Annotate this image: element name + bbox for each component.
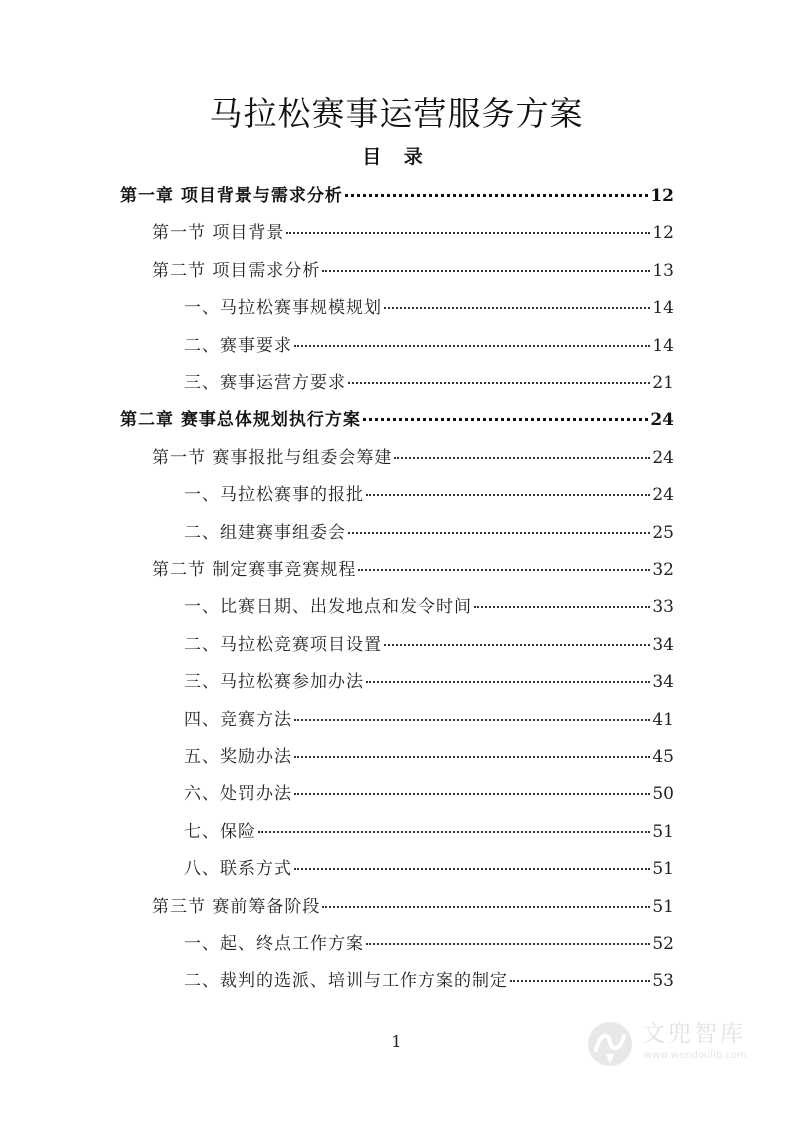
watermark (586, 1018, 756, 1070)
toc-subsection-entry[interactable] (184, 368, 674, 398)
toc-subsection-entry[interactable] (184, 966, 674, 996)
toc-subsection-entry[interactable] (184, 630, 674, 660)
toc-subsection-entry[interactable] (184, 518, 674, 548)
toc-dot-leader (358, 569, 650, 571)
toc-entry-page-number: 51 (652, 821, 674, 842)
toc-entry-label: 第二节 项目需求分析 (152, 260, 321, 281)
toc-dot-leader (510, 980, 650, 982)
toc-entry-label: 八、联系方式 (184, 859, 292, 880)
toc-chapter-entry[interactable] (120, 405, 674, 435)
toc-dot-leader (286, 232, 650, 234)
toc-entry-label: 三、马拉松赛参加办法 (184, 672, 364, 693)
toc-entry-label: 七、保险 (184, 821, 256, 842)
toc-entry-label: 三、赛事运营方要求 (184, 373, 346, 393)
toc-entry-label: 五、奖励办法 (184, 747, 292, 767)
toc-dot-leader (322, 270, 650, 272)
toc-subsection-entry[interactable] (184, 667, 674, 697)
toc-dot-leader (345, 194, 648, 197)
toc-subsection-entry[interactable] (184, 592, 674, 622)
toc-entry-page-number: 51 (652, 896, 674, 917)
toc-entry-page-number: 24 (652, 447, 674, 468)
toc-entry-page-number: 53 (652, 971, 674, 992)
toc-entry-label: 一、马拉松赛事的报批 (184, 485, 364, 506)
document-title: 马拉松赛事运营服务方案 (209, 94, 584, 133)
toc-subsection-entry[interactable] (184, 705, 674, 735)
toc-entry-label: 二、组建赛事组委会 (184, 522, 346, 543)
toc-entry-label: 一、马拉松赛事规模规划 (184, 298, 382, 319)
toc-dot-leader (294, 756, 650, 758)
toc-section-entry[interactable] (152, 555, 674, 585)
watermark-url: www.wendoulib.com (644, 1050, 747, 1061)
toc-entry-page-number: 14 (652, 335, 674, 356)
toc-dot-leader (294, 719, 650, 721)
toc-entry-page-number: 41 (652, 709, 674, 730)
toc-entry-label: 二、裁判的选派、培训与工作方案的制定 (184, 971, 508, 992)
toc-entry-page-number: 14 (652, 298, 674, 319)
toc-entry-label: 六、处罚办法 (184, 784, 292, 805)
toc-dot-leader (294, 793, 650, 795)
toc-dot-leader (366, 681, 650, 683)
toc-entry-page-number: 24 (650, 410, 674, 431)
toc-subsection-entry[interactable] (184, 817, 674, 847)
watermark-name: 文兜智库 (642, 1021, 746, 1047)
toc-dot-leader (348, 532, 650, 534)
toc-entry-page-number: 21 (652, 373, 674, 393)
toc-dot-leader (258, 831, 650, 833)
toc-dot-leader (366, 943, 650, 945)
toc-entry-label: 一、起、终点工作方案 (184, 934, 364, 954)
toc-entry-label: 第一节 赛事报批与组委会筹建 (152, 447, 393, 468)
toc-dot-leader (294, 345, 650, 347)
toc-dot-leader (394, 457, 650, 459)
toc-entry-label: 第二节 制定赛事竞赛规程 (152, 560, 357, 580)
toc-section-entry[interactable] (152, 443, 674, 473)
toc-entry-page-number: 12 (652, 223, 674, 244)
toc-entry-page-number: 51 (652, 859, 674, 880)
toc-dot-leader (384, 644, 650, 646)
toc-dot-leader (384, 307, 650, 309)
wendou-logo-icon (586, 1020, 634, 1068)
toc-subsection-entry[interactable] (184, 929, 674, 959)
toc-entry-page-number: 34 (652, 634, 674, 655)
toc-entry-label: 第一章 项目背景与需求分析 (120, 186, 343, 206)
toc-entry-label: 二、马拉松竞赛项目设置 (184, 634, 382, 655)
toc-entry-page-number: 25 (652, 522, 674, 543)
toc-entry-page-number: 50 (652, 784, 674, 805)
toc-dot-leader (474, 606, 650, 608)
toc-entry-page-number: 33 (652, 597, 674, 618)
toc-entry-page-number: 24 (652, 485, 674, 506)
toc-subsection-entry[interactable] (184, 331, 674, 361)
toc-dot-leader (366, 494, 650, 496)
toc-subsection-entry[interactable] (184, 480, 674, 510)
toc-entry-page-number: 52 (652, 934, 674, 954)
toc-dot-leader (363, 418, 648, 421)
toc-entry-label: 第二章 赛事总体规划执行方案 (120, 410, 361, 431)
toc-entry-page-number: 12 (650, 186, 674, 206)
toc-entry-label: 二、赛事要求 (184, 335, 292, 356)
toc-dot-leader (294, 868, 650, 870)
toc-section-entry[interactable] (152, 256, 674, 286)
toc-dot-leader (322, 906, 650, 908)
toc-entry-page-number: 34 (652, 672, 674, 693)
toc-subsection-entry[interactable] (184, 779, 674, 809)
toc-dot-leader (348, 382, 650, 384)
page-number: 1 (391, 1032, 402, 1051)
toc-subsection-entry[interactable] (184, 742, 674, 772)
toc-entry-page-number: 13 (652, 260, 674, 281)
toc-section-entry[interactable] (152, 218, 674, 248)
toc-subsection-entry[interactable] (184, 854, 674, 884)
toc-chapter-entry[interactable] (120, 181, 674, 211)
toc-entry-page-number: 45 (652, 747, 674, 767)
toc-entry-label: 四、竞赛方法 (184, 709, 292, 730)
toc-entry-label: 一、比赛日期、出发地点和发令时间 (184, 597, 472, 618)
toc-entry-page-number: 32 (652, 560, 674, 580)
toc-section-entry[interactable] (152, 892, 674, 922)
toc-subsection-entry[interactable] (184, 293, 674, 323)
toc-entry-label: 第三节 赛前筹备阶段 (152, 896, 321, 917)
toc-entry-label: 第一节 项目背景 (152, 223, 285, 244)
toc-heading: 目 录 (362, 146, 431, 168)
